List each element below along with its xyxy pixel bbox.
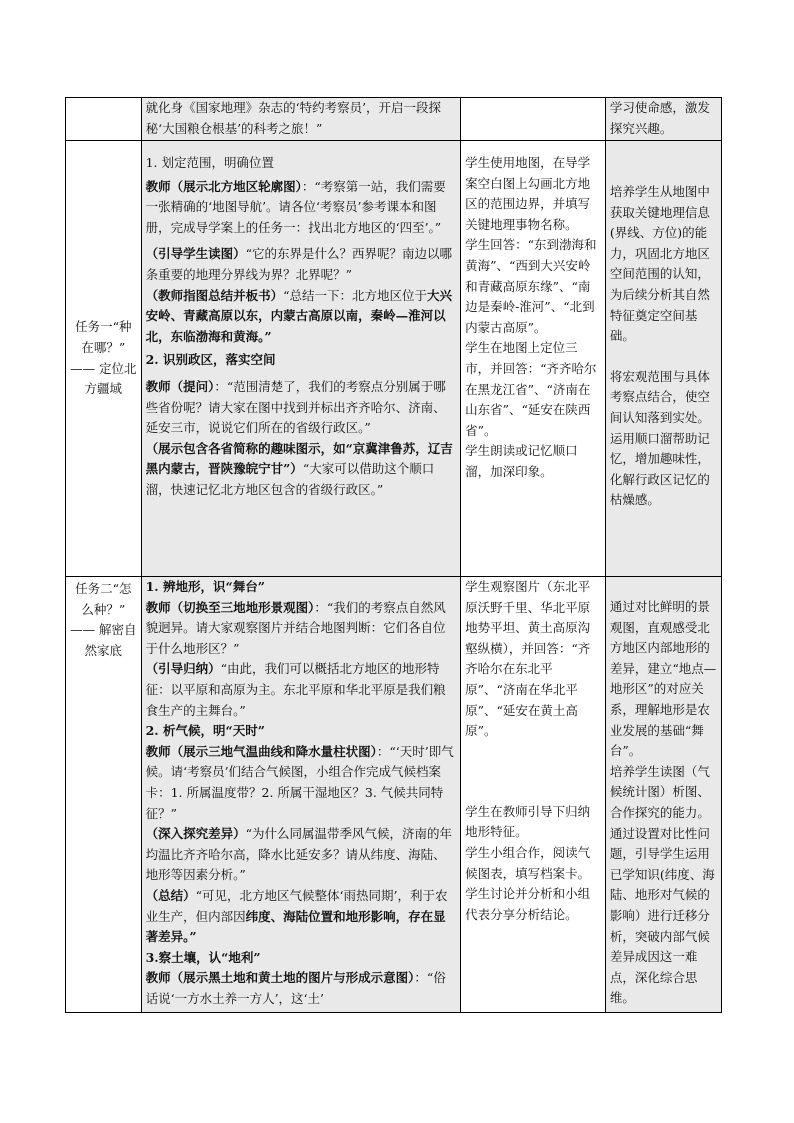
text-run: 培养学生读图（气候统计图）析图、合作探究的能力。通过设置对比性问题，引导学生运用已学知识(纬度、海陆、地形对气候的影响）进行迁移分析，突破内部气候差异成因这一难点，深化综合思维。 <box>609 763 715 1006</box>
lesson-plan-table <box>65 97 722 1013</box>
paragraph <box>146 244 456 285</box>
paragraph <box>146 377 456 439</box>
paragraph <box>146 98 456 139</box>
paragraph <box>146 824 456 886</box>
text-run: （展示包含各省简称的趣味图示，如“京冀津鲁苏，辽吉黑内蒙古，晋陕豫皖宁甘”） <box>145 440 453 477</box>
student-activity-cell <box>461 577 606 1013</box>
text-run: 培养学生从地图中获取关键地理信息(界线、方位)的能力，巩固北方地区空间范围的认知，为后续分析其自然特征奠定空间基础。 <box>609 184 710 344</box>
paragraph <box>610 367 717 511</box>
text-run: 通过对比鲜明的景观图，直观感受北方地区内部地形的差异，建立“地点—地形区”的对应关系，理解地形是农业发展的基础“舞台”。 <box>609 599 717 759</box>
paragraph <box>465 338 601 441</box>
paragraph <box>465 843 601 884</box>
text-run: 1. 辨地形，识“舞台” <box>145 579 265 594</box>
text-run: 学生小组合作，阅读气候图表，填写档案卡。 <box>465 844 591 881</box>
paragraph <box>465 802 601 843</box>
table-row <box>66 577 722 1013</box>
paragraph <box>465 153 601 235</box>
text-run: （引导学生读图） <box>145 246 246 262</box>
text-run: 教师（切换至三地地形景观图） <box>145 599 315 615</box>
step-heading <box>146 948 456 969</box>
text-run: 学生使用地图，在导学案空白图上勾画北方地区的范围边界，并填写关键地理事物名称。 <box>465 155 591 232</box>
paragraph <box>610 762 717 1009</box>
text-run: ：“俗话说‘一方水土养一方人’，这‘土’ <box>145 970 446 1006</box>
text-run: ：“我们的考察点自然风貌迥异。请大家观察图片并结合地图判断：它们各自位于什么地形区？” <box>145 599 446 656</box>
task-title: 任务一“种在哪？” <box>75 319 132 355</box>
text-run: （深入探究差异） <box>145 826 246 842</box>
teacher-activity-cell <box>141 141 460 577</box>
step-heading <box>146 153 456 174</box>
task-subtitle: —— 解密自然家底 <box>70 622 137 658</box>
purpose-cell <box>605 577 721 1013</box>
text-run: 学生在地图上定位三市，并回答：“齐齐哈尔在黑龙江省”、“济南在山东省”、“延安在陕西省”。 <box>465 340 597 438</box>
step-heading <box>146 350 456 371</box>
text-run: （总结） <box>145 887 196 903</box>
teacher-activity-cell <box>141 98 460 141</box>
text-run: 将宏观范围与具体考察点结合，使空间认知落到实处。运用顺口溜帮助记忆，增加趣味性，化解行政区记忆的枯燥感。 <box>609 368 710 508</box>
task-cell <box>66 141 142 577</box>
paragraph <box>146 886 456 948</box>
text-run: “由此，我们可以概括北方地区的地形特征：以平原和高原为主。东北平原和华北平原是我们粮食生产的主舞台。” <box>145 661 446 718</box>
paragraph <box>610 98 717 139</box>
paragraph <box>465 577 601 742</box>
text-run: （教师指图总结并板书） <box>145 287 284 303</box>
text-run: “总结一下：北方地区位于 <box>283 287 428 303</box>
paragraph <box>610 182 717 347</box>
task-title: 任务二“怎么种？” <box>75 581 132 617</box>
table-row <box>66 98 722 141</box>
paragraph <box>146 439 456 501</box>
text-run: “大家可以借助这个顺口溜，快速记忆北方地区包含的省级行政区。” <box>145 461 435 497</box>
text-run: 1. 划定范围，明确位置 <box>145 155 275 170</box>
text-run: ：“范围清楚了，我们的考察点分别属于哪些省份呢？请大家在图中找到并标出齐齐哈尔、济南、延安三市，说说它们所在的省级行政区。” <box>145 378 446 436</box>
text-run: 3.察土壤，认“地利” <box>145 949 261 965</box>
table-row <box>66 141 722 577</box>
paragraph <box>465 884 601 925</box>
text-run: 教师（展示北方地区轮廓图） <box>145 178 302 194</box>
purpose-cell <box>605 141 721 577</box>
text-run: ：“考察第一站，我们需要一张精确的‘地图导航’。请各位‘考察员’参考课本和图册，完成导学案上的任务一：找出北方地区的‘四至’。” <box>145 178 446 235</box>
paragraph <box>146 286 456 348</box>
text-run: “可见，北方地区气候整体‘雨热同期’，利于农业生产，但内部因 <box>145 887 448 924</box>
text-run: 就化身《国家地理》杂志的‘特约考察员’，开启一段探秘‘大国粮仓根基’的科考之旅！” <box>145 100 442 136</box>
text-run: ：“‘天时’即气候。请‘考察员’们结合气候图，小组合作完成气候档案卡：1. 所属温度带？2. 所属干湿地区？3. 气候共同特征？” <box>145 743 454 821</box>
paragraph <box>146 177 456 239</box>
step-heading <box>146 721 456 742</box>
paragraph <box>610 597 717 762</box>
text-run: 学生观察图片（东北平原沃野千里、华北平原地势平坦、黄土高原沟壑纵横），并回答：“齐齐哈尔在东北平原”、“济南在华北平原”、“延安在黄土高原”。 <box>465 579 591 739</box>
text-run: 学习使命感，激发探究兴趣。 <box>609 100 710 136</box>
text-run: 2. 析气候，明“天时” <box>145 723 265 739</box>
text-run: “为什么同属温带季风气候，济南的年均温比齐齐哈尔高，降水比延安多？请从纬度、海陆、地形等因素分析。” <box>145 826 453 883</box>
text-run: 学生朗读或记忆顺口溜，加深印象。 <box>465 443 578 479</box>
paragraph <box>465 441 601 482</box>
task-cell <box>66 98 142 141</box>
teacher-activity-cell <box>141 577 460 1013</box>
text-run: （引导归纳） <box>145 661 221 677</box>
task-cell <box>66 577 142 1013</box>
text-run: 2. 识别政区，落实空间 <box>145 352 276 368</box>
text-run: 学生回答：“东到渤海和黄海”、“西到大兴安岭和青藏高原东缘”、“南边是秦岭-淮河”、“北到内蒙古高原”。 <box>465 237 597 335</box>
student-activity-cell <box>461 98 606 141</box>
text-run: “它的东界是什么？西界呢？南边以哪条重要的地理分界线为界？北界呢？” <box>145 246 453 282</box>
text-run: 学生在教师引导下归纳地形特征。 <box>465 803 591 840</box>
paragraph <box>146 659 456 721</box>
text-run: 大兴安岭、青藏高原以东，内蒙古高原以南，秦岭—淮河以北，东临渤海和黄海。” <box>145 287 453 344</box>
paragraph <box>146 742 456 824</box>
text-run: 纬度、海陆位置和地形影响，存在显著差异。” <box>145 908 446 945</box>
paragraph <box>146 968 456 1009</box>
student-activity-cell <box>461 141 606 577</box>
paragraph <box>146 598 456 660</box>
task-subtitle: —— 定位北方疆域 <box>70 360 137 397</box>
text-run: 教师（提问） <box>145 378 215 394</box>
text-run: 教师（展示三地气温曲线和降水量柱状图） <box>145 743 377 759</box>
text-run: 教师（展示黑土地和黄土地的图片与形成示意图） <box>145 970 415 986</box>
step-heading <box>146 577 456 598</box>
purpose-cell <box>605 98 721 141</box>
text-run: 学生讨论并分析和小组代表分享分析结论。 <box>465 886 591 922</box>
paragraph <box>465 235 601 338</box>
